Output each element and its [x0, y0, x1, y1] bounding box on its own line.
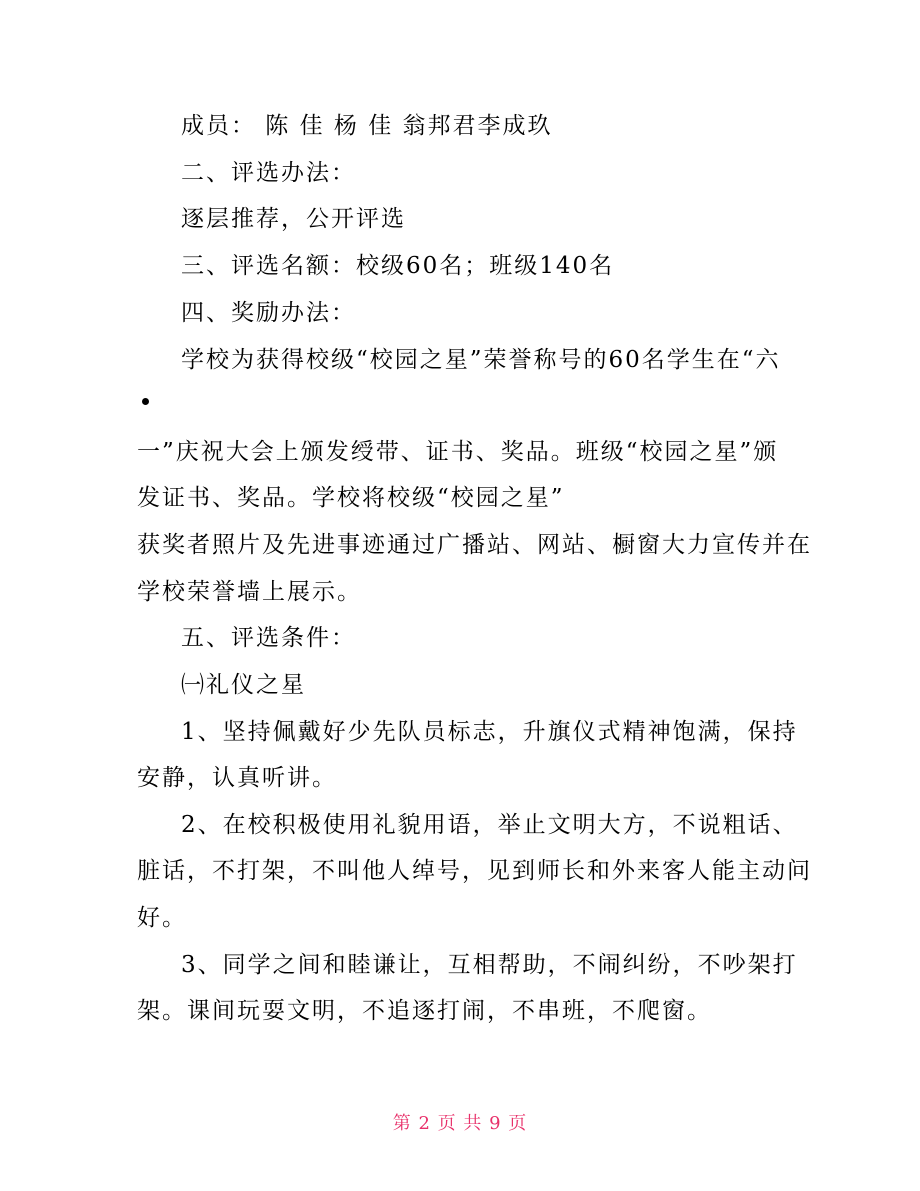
members-line: 成员： 陈 佳 杨 佳 翁邦君李成玖 — [181, 113, 553, 139]
criteria-item-1-cont: 安静，认真听讲。 — [137, 765, 337, 791]
criteria-item-2: 2、在校积极使用礼貌用语，举止文明大方，不说粗话、 — [181, 812, 798, 838]
reward-paragraph-line: 学校为获得校级“校园之星”荣誉称号的60名学生在“六 — [181, 347, 781, 373]
criteria-item-2-cont: 好。 — [137, 905, 187, 931]
page-number-footer: 第 2 页 共 9 页 — [392, 1113, 528, 1134]
section-heading-criteria: 五、评选条件： — [181, 625, 356, 651]
reward-paragraph-line: 获奖者照片及先进事迹通过广播站、网站、橱窗大力宣传并在 — [137, 532, 812, 558]
criteria-item-1: 1、坚持佩戴好少先队员标志，升旗仪式精神饱满，保持 — [181, 719, 798, 745]
section-heading-method: 二、评选办法： — [181, 160, 356, 186]
reward-paragraph-line: 一”庆祝大会上颁发绶带、证书、奖品。班级“校园之星”颁 — [137, 439, 779, 465]
criteria-item-3: 3、同学之间和睦谦让，互相帮助，不闹纠纷，不吵架打 — [181, 952, 798, 978]
criteria-item-3-cont: 架。课间玩耍文明，不追逐打闹，不串班，不爬窗。 — [137, 998, 712, 1024]
criteria-item-2-cont: 脏话，不打架，不叫他人绰号，见到师长和外来客人能主动问 — [137, 858, 812, 884]
subsection-heading-etiquette: ㈠礼仪之星 — [181, 672, 306, 698]
method-text: 逐层推荐，公开评选 — [181, 206, 406, 232]
section-heading-quota: 三、评选名额：校级60名；班级140名 — [181, 253, 615, 279]
reward-paragraph-line: 学校荣誉墙上展示。 — [137, 579, 362, 605]
reward-paragraph-line: 发证书、奖品。学校将校级“校园之星” — [137, 485, 565, 511]
section-heading-reward: 四、奖励办法： — [181, 300, 356, 326]
bullet-dot — [142, 398, 149, 405]
